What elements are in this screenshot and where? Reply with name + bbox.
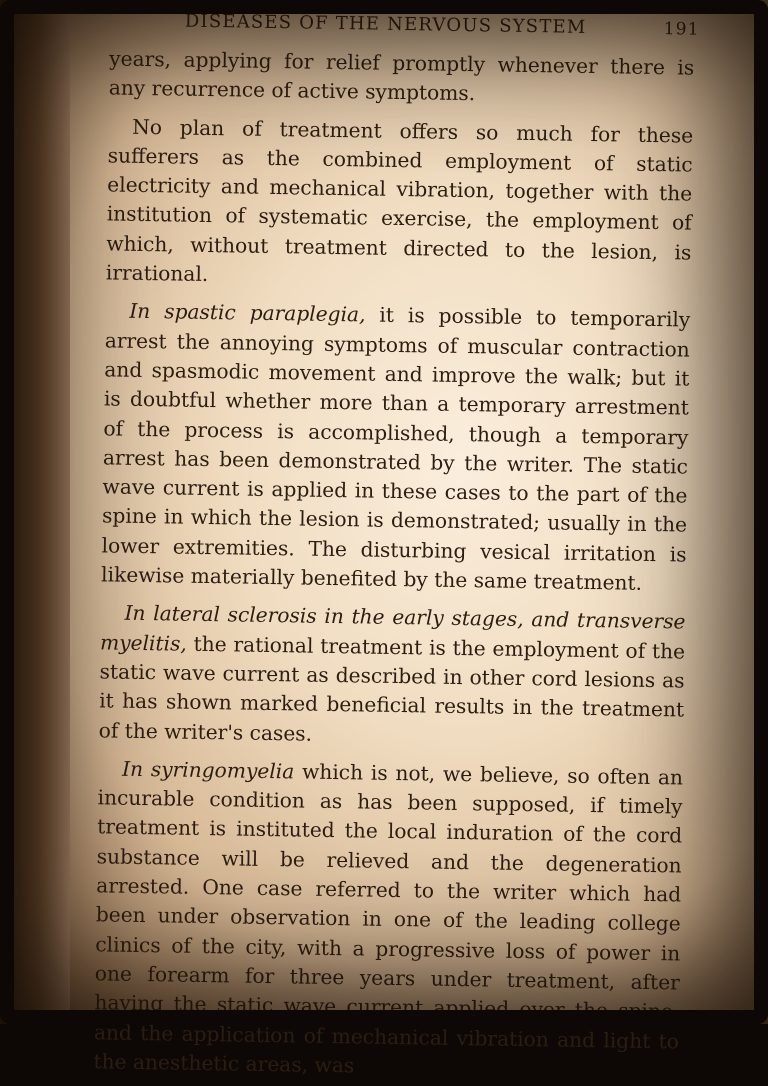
paragraph-text: it is possible to temporarily arrest the annoying symptoms of muscular contraction and spasmodic movement and improve the walk; but it is doubtful whether more than a temporary arrestment of the process is accomplished, though a temporary arrest has been demonstrated by the writer. The static wave current is applied in these cases to the part of the spine in which the lesion is demonstrated; usually in the lower extremities. The disturbing vesical irritation is likewise materially benefited by the same treatment. [100,302,691,595]
paragraph-text: which is not, we believe, so often an incurable condition as has been supposed, if timely treatment is instituted the local induration of the cord substance will be relieved and the degeneration arrested. One case referred to the writer which had been under observation in one of the leading college clinics of the city, with a progressive loss of power in one forearm for three years under treatment, after having the static wave current applied over the spine, and the application of mechanical vibration and light to the anesthetic areas, was [93,759,684,1078]
paragraph-text: No plan of treatment offers so much for these sufferers as the combined employment of static electricity and mechanical vibration, together with the institution of systematic exercise, the employment of which, without treatment directed to the lesion, is irrational. [105,114,694,287]
book-gutter [0,0,70,1024]
paragraph-lead: In syringomyelia [121,756,295,784]
paragraph-spastic-paraplegia [101,297,691,599]
paragraph-text: years, applying for relief promptly whenever there is any recurrence of active symptoms. [108,46,695,106]
body-text [93,44,694,1085]
paragraph-lead: In lateral sclerosis in the early stages, and transverse myelitis, [99,601,686,656]
running-header-title: DISEASES OF THE NERVOUS SYSTEM [184,10,587,38]
paragraph-syringomyelia [93,754,683,1085]
paragraph-lateral-sclerosis [98,599,685,755]
paragraph-text: the rational treatment is the employment of the static wave current as described in other cord lesions as it has shown marked beneficial results in the treatment of the writer's cases. [98,631,686,746]
page-number: 191 [663,19,700,40]
paragraph-continued [109,44,695,112]
paragraph-lead: In spastic paraplegia, [129,299,366,327]
running-header [184,10,700,40]
paragraph-treatment-plan [106,112,694,297]
book-page [93,9,700,1078]
